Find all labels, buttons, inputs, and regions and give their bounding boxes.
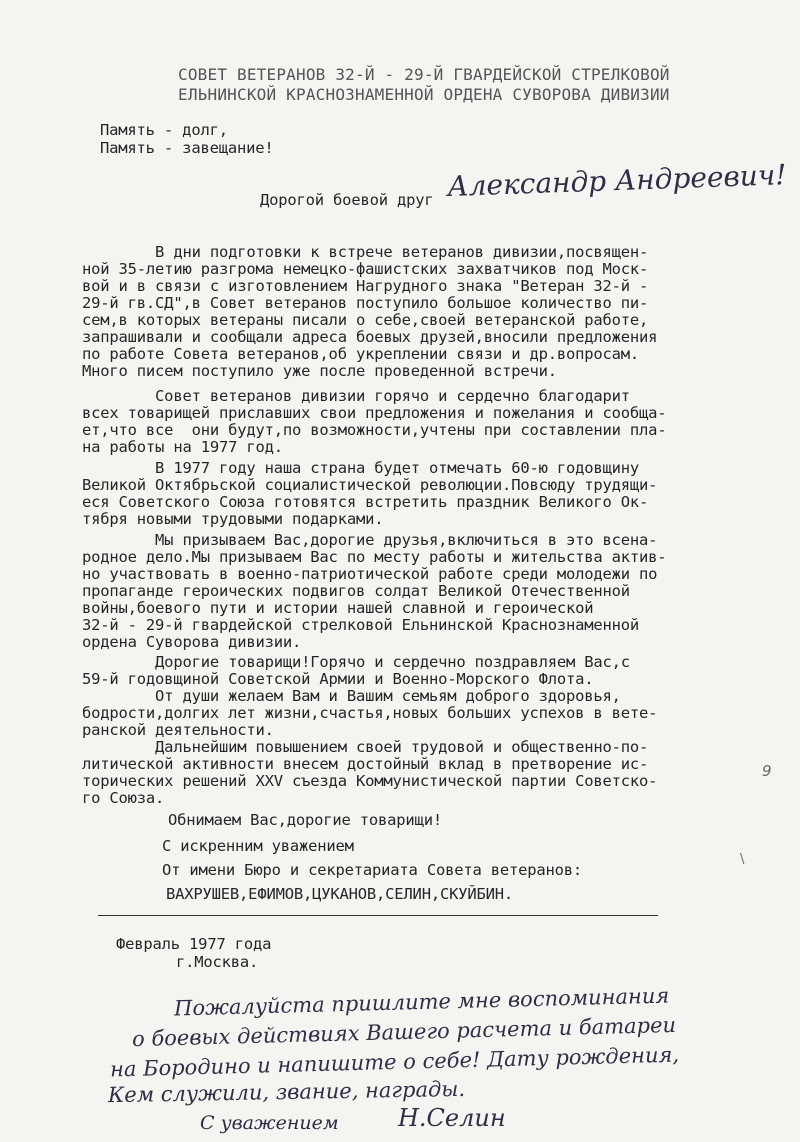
paragraph-2 bbox=[82, 388, 762, 456]
closing-line-1: Обнимаем Вас,дорогие товарищи! bbox=[168, 811, 442, 829]
handwritten-note-line-4: Кем служили, звание, награды. bbox=[107, 1076, 466, 1108]
paragraph-line: ранской деятельности. bbox=[82, 721, 274, 739]
paragraph-5 bbox=[82, 654, 762, 807]
paragraph-line: всех товарищей приславших свои предложения и пожелания и сообща- bbox=[82, 404, 667, 422]
handwritten-signature: Н.Селин bbox=[398, 1104, 506, 1132]
paragraph-line: В 1977 году наша страна будет отмечать 60-ю годовщину bbox=[82, 459, 640, 477]
letterhead-line-2: ЕЛЬНИНСКОЙ КРАСНОЗНАМЕННОЙ ОРДЕНА СУВОРОВА ДИВИЗИИ bbox=[178, 85, 670, 104]
motto-line-1: Память - долг, bbox=[100, 121, 228, 139]
paragraph-line: 29-й гв.СД",в Совет ветеранов поступило большое количество пи- bbox=[82, 294, 649, 312]
closing-line-2: С искренним уважением bbox=[162, 837, 354, 855]
paragraph-line: От души желаем Вам и Вашим семьям доброго здоровья, bbox=[82, 687, 621, 705]
paragraph-line: Дорогие товарищи!Горячо и сердечно поздравляем Вас,с bbox=[82, 653, 630, 671]
paragraph-line: войны,боевого пути и истории нашей славной и героической bbox=[82, 599, 594, 617]
paragraph-3 bbox=[82, 460, 762, 528]
paragraph-line: 32-й - 29-й гвардейской стрелковой Ельнинской Краснознаменной bbox=[82, 616, 640, 634]
paragraph-line: на работы на 1977 год. bbox=[82, 438, 283, 456]
closing-signatories: ВАХРУШЕВ,ЕФИМОВ,ЦУКАНОВ,СЕЛИН,СКУЙБИН. bbox=[166, 885, 514, 903]
greeting-handwritten-name: Александр Андреевич! bbox=[446, 158, 787, 203]
handwritten-note-line-3: на Бородино и напишите о себе! Дату рождения, bbox=[109, 1042, 680, 1082]
paragraph-line: Дальнейшим повышением своей трудовой и общественно-по- bbox=[82, 738, 649, 756]
motto-line-2: Память - завещание! bbox=[100, 139, 274, 157]
paragraph-line: пропаганде героических подвигов солдат Великой Отечественной bbox=[82, 582, 630, 600]
paragraph-line: по работе Совета ветеранов,об укреплении связи и др.вопросам. bbox=[82, 345, 640, 363]
paragraph-line: ет,что все они будут,по возможности,учтены при составлении пла- bbox=[82, 421, 667, 439]
paragraph-line: В дни подготовки к встрече ветеранов дивизии,посвящен- bbox=[82, 243, 649, 261]
paragraph-1 bbox=[82, 244, 762, 380]
paragraph-line: еся Советского Союза готовятся встретить праздник Великого Ок- bbox=[82, 493, 649, 511]
paragraph-line: но участвовать в военно-патриотической работе среди молодежи по bbox=[82, 565, 658, 583]
paragraph-line: го Союза. bbox=[82, 789, 165, 807]
margin-mark-nine: 9 bbox=[762, 762, 772, 780]
greeting-text: Дорогой боевой друг bbox=[260, 191, 434, 209]
handwritten-note-line-2: о боевых действиях Вашего расчета и батареи bbox=[131, 1012, 677, 1052]
paragraph-line: родное дело.Мы призываем Вас по месту работы и жительства актив- bbox=[82, 548, 667, 566]
date-line: Февраль 1977 года bbox=[116, 935, 272, 953]
margin-mark-slash: \ bbox=[740, 852, 745, 867]
paragraph-line: Много писем поступило уже после проведенной встречи. bbox=[82, 362, 557, 380]
handwritten-regards: С уважением bbox=[200, 1112, 339, 1134]
letterhead-line-1: СОВЕТ ВЕТЕРАНОВ 32-Й - 29-Й ГВАРДЕЙСКОЙ СТРЕЛКОВОЙ bbox=[178, 65, 670, 84]
paragraph-line: бодрости,долгих лет жизни,счастья,новых больших успехов в вете- bbox=[82, 704, 658, 722]
paragraph-line: Великой Октябрьской социалистической революции.Повсюду трудящи- bbox=[82, 476, 658, 494]
handwritten-note-line-1: Пожалуйста пришлите мне воспоминания bbox=[173, 983, 670, 1021]
city-line: г.Москва. bbox=[176, 953, 259, 971]
paragraph-line: 59-й годовщиной Советской Армии и Военно-Морского Флота. bbox=[82, 670, 594, 688]
paragraph-line: торических решений XXV съезда Коммунистической партии Советско- bbox=[82, 772, 658, 790]
closing-line-3: От имени Бюро и секретариата Совета ветеранов: bbox=[162, 861, 583, 879]
paragraph-line: Мы призываем Вас,дорогие друзья,включиться в это всена- bbox=[82, 531, 658, 549]
paragraph-line: вой и в связи с изготовлением Нагрудного знака "Ветеран 32-й - bbox=[82, 277, 649, 295]
paragraph-line: тября новыми трудовыми подарками. bbox=[82, 510, 384, 528]
divider-line bbox=[98, 915, 658, 916]
paragraph-line: литической активности внесем достойный вклад в претворение ис- bbox=[82, 755, 649, 773]
paragraph-4 bbox=[82, 532, 762, 651]
paragraph-line: сем,в которых ветераны писали о себе,своей ветеранской работе, bbox=[82, 311, 649, 329]
paragraph-line: ной 35-летию разгрома немецко-фашистских захватчиков под Моск- bbox=[82, 260, 649, 278]
paragraph-line: запрашивали и сообщали адреса боевых друзей,вносили предложения bbox=[82, 328, 658, 346]
paragraph-line: Совет ветеранов дивизии горячо и сердечно благодарит bbox=[82, 387, 630, 405]
paragraph-line: ордена Суворова дивизии. bbox=[82, 633, 302, 651]
